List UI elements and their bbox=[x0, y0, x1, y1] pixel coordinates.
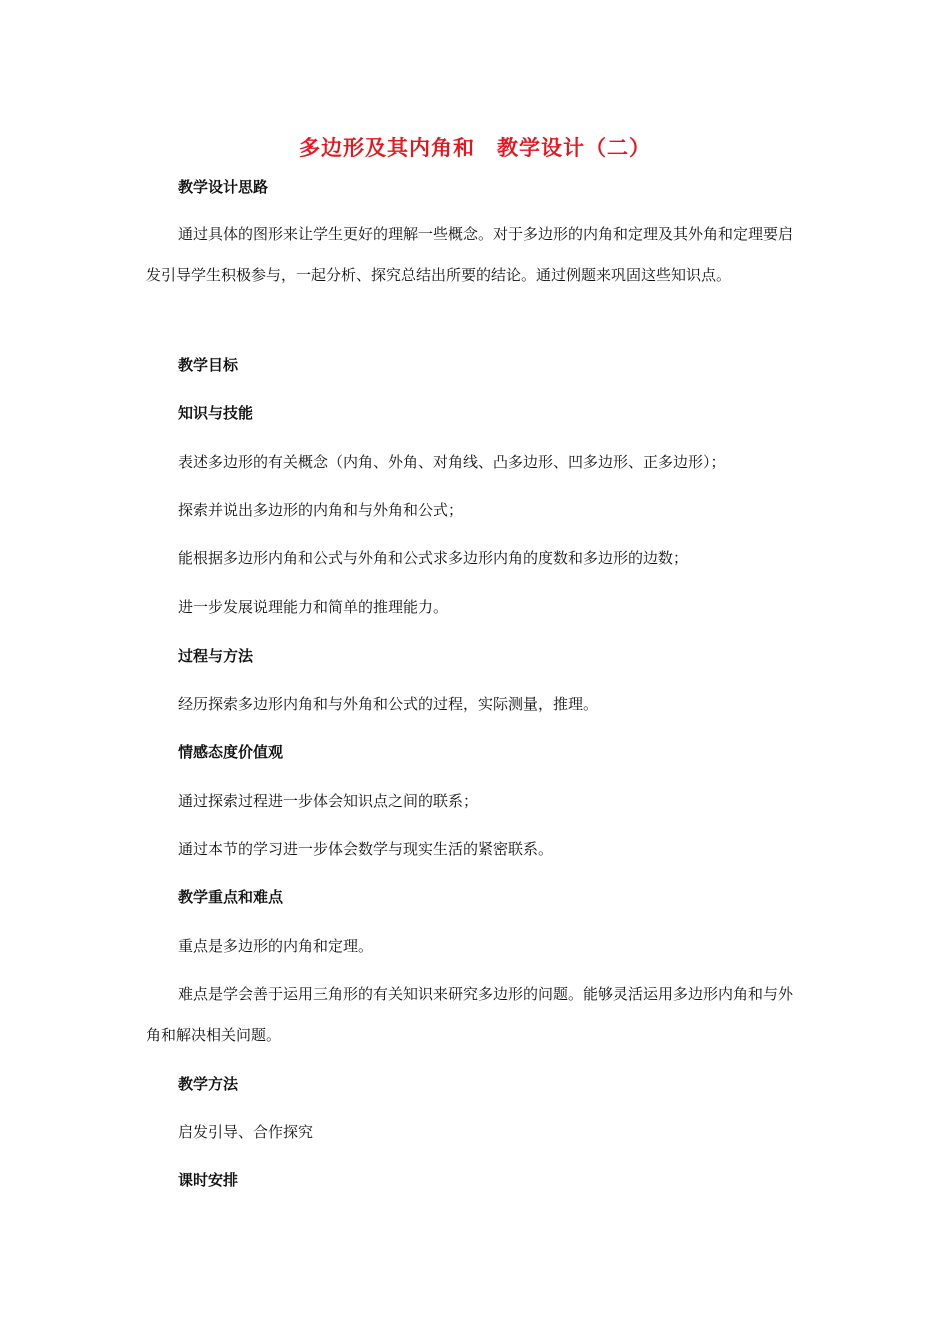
goal-item-5: 经历探索多边形内角和与外角和公式的过程，实际测量，推理。 bbox=[178, 695, 599, 713]
subheading-knowledge-skills: 知识与技能 bbox=[178, 404, 254, 422]
goal-item-4: 进一步发展说理能力和简单的推理能力。 bbox=[178, 598, 449, 616]
goal-item-1: 表述多边形的有关概念（内角、外角、对角线、凸多边形、凹多边形、正多边形）； bbox=[178, 453, 726, 471]
heading-class-schedule: 课时安排 bbox=[178, 1171, 239, 1189]
heading-teaching-goals: 教学目标 bbox=[178, 356, 239, 374]
key-point-item: 重点是多边形的内角和定理。 bbox=[178, 937, 374, 955]
goal-item-6: 通过探索过程进一步体会知识点之间的联系； bbox=[178, 792, 479, 810]
heading-teaching-method: 教学方法 bbox=[178, 1075, 239, 1093]
heading-key-difficult-points: 教学重点和难点 bbox=[178, 888, 284, 906]
subheading-process-method: 过程与方法 bbox=[178, 647, 254, 665]
goal-item-7: 通过本节的学习进一步体会数学与现实生活的紧密联系。 bbox=[178, 840, 554, 858]
goal-item-2: 探索并说出多边形的内角和与外角和公式； bbox=[178, 501, 464, 519]
heading-design-idea: 教学设计思路 bbox=[178, 178, 269, 196]
document-title: 多边形及其内角和 教学设计（二） bbox=[299, 136, 651, 160]
teaching-method-item: 启发引导、合作探究 bbox=[178, 1123, 314, 1141]
paragraph-design-idea: 通过具体的图形来让学生更好的理解一些概念。对于多边形的内角和定理及其外角和定理要启发引导学生积极参与，一起分析、探究总结出所要的结论。通过例题来巩固这些知识点。 bbox=[146, 225, 794, 284]
paragraph-difficult-point: 难点是学会善于运用三角形的有关知识来研究多边形的问题。能够灵活运用多边形内角和与外角和解决相关问题。 bbox=[146, 985, 794, 1044]
subheading-attitude-values: 情感态度价值观 bbox=[178, 743, 284, 761]
goal-item-3: 能根据多边形内角和公式与外角和公式求多边形内角的度数和多边形的边数； bbox=[178, 549, 689, 567]
